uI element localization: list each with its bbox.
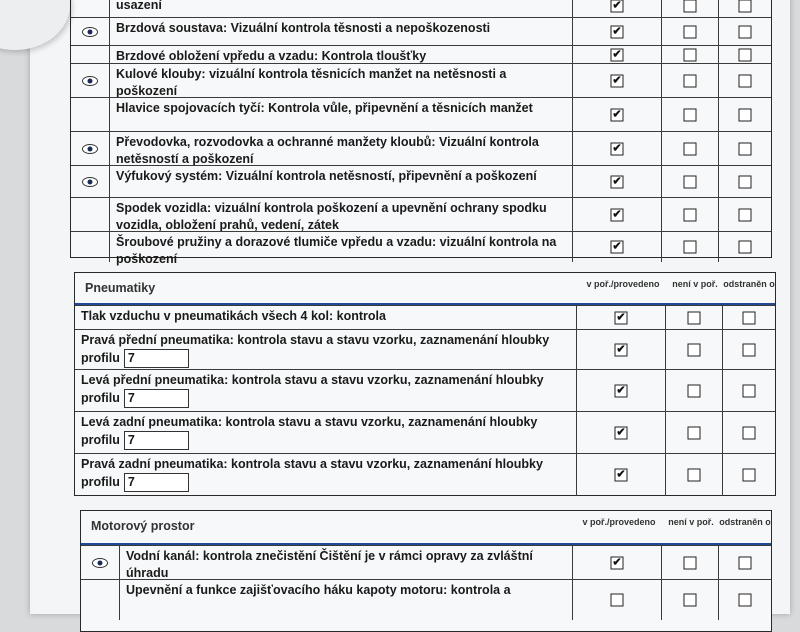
checkbox-ok-cell: [577, 370, 666, 412]
checkbox-fixed[interactable]: [739, 26, 752, 39]
checkbox-not-ok-cell: [662, 546, 719, 580]
checkbox-not-ok[interactable]: [684, 176, 697, 189]
col-fixed-header: odstraněn o: [723, 279, 775, 289]
checkbox-fixed[interactable]: [743, 344, 756, 357]
checkbox-fixed-cell: [719, 166, 771, 198]
inspection-section-brakes: [70, 0, 772, 266]
checkbox-ok[interactable]: ✔: [612, 74, 622, 87]
checkbox-not-ok[interactable]: [684, 0, 697, 13]
eye-icon: [82, 144, 98, 154]
row-description: [75, 330, 577, 370]
engine-header: [81, 511, 771, 545]
eye-icon: [82, 76, 98, 86]
row-label: Šroubové pružiny a dorazové tlumiče vpředu a vzadu: vizuální kontrola na poškození: [116, 235, 557, 266]
checkbox-fixed[interactable]: [739, 209, 752, 222]
checkbox-fixed-cell: [719, 98, 771, 132]
row-label: Kulové klouby: vizuální kontrola těsnicích manžet na netěsnosti a poškození: [116, 67, 507, 98]
checkbox-ok-cell: [573, 166, 662, 198]
checkbox-not-ok[interactable]: [684, 75, 697, 88]
checkbox-ok[interactable]: [611, 594, 624, 607]
eye-icon: [82, 27, 98, 37]
checkbox-ok[interactable]: ✔: [616, 311, 626, 324]
row-label: Pravá přední pneumatika: kontrola stavu a stavu vzorku, zaznamenání hloubky profilu: [81, 333, 550, 365]
checkbox-fixed-cell: [719, 132, 771, 166]
checkbox-ok-cell: [573, 198, 662, 232]
checkbox-ok-cell: [573, 46, 662, 64]
checkbox-not-ok-cell: [662, 166, 719, 198]
tread-depth-field[interactable]: 7: [124, 431, 189, 450]
table-row: [75, 453, 775, 496]
table-row: [71, 197, 771, 232]
checkbox-fixed-cell: [719, 198, 771, 232]
eye-cell: [71, 132, 110, 166]
checkbox-ok[interactable]: ✔: [616, 384, 626, 397]
col-fixed-header: odstraněn o: [719, 517, 771, 527]
row-label: Brzdová soustava: Vizuální kontrola těsnosti a nepoškozenosti: [116, 21, 491, 35]
checkbox-fixed-cell: [719, 46, 771, 64]
checkbox-not-ok-cell: [662, 132, 719, 166]
row-label: Převodovka, rozvodovka a ochranné manžety kloubů: Vizuální kontrola netěsností a poškození: [116, 135, 539, 166]
checkbox-fixed[interactable]: [739, 176, 752, 189]
checkbox-not-ok[interactable]: [684, 594, 697, 607]
eye-cell: [71, 46, 110, 64]
col-not-ok-header: není v poř.: [668, 517, 714, 527]
row-label: Upevnění a funkce zajišťovacího háku kapoty motoru: kontrola a: [126, 583, 511, 597]
checkbox-ok[interactable]: ✔: [612, 240, 622, 253]
row-label: Spodek vozidla: vizuální kontrola poškození a upevnění ochrany spodku vozidla, obložení prahů, vedení, zátek: [116, 201, 547, 232]
checkbox-ok-cell: [573, 132, 662, 166]
row-description: [110, 18, 573, 46]
inspection-section-engine: [80, 510, 772, 632]
checkbox-ok-cell: [573, 98, 662, 132]
table-row: [75, 411, 775, 454]
eye-cell: [71, 166, 110, 198]
table-row: [71, 17, 771, 46]
checkbox-ok-cell: [573, 18, 662, 46]
row-label: Levá zadní pneumatika: kontrola stavu a stavu vzorku, zaznamenání hloubky profilu: [81, 415, 538, 447]
checkbox-not-ok[interactable]: [688, 469, 701, 482]
eye-icon: [82, 177, 98, 187]
checkbox-fixed[interactable]: [743, 469, 756, 482]
table-row: [71, 63, 771, 98]
row-description: [75, 454, 577, 496]
checkbox-ok[interactable]: ✔: [612, 0, 622, 12]
eye-cell: [81, 546, 120, 580]
row-label: usazení: [116, 0, 162, 12]
table-row: [71, 165, 771, 198]
checkbox-fixed[interactable]: [739, 557, 752, 570]
checkbox-ok-cell: [577, 306, 666, 330]
checkbox-ok[interactable]: ✔: [612, 175, 622, 188]
table-row: [75, 369, 775, 412]
row-label: Vodní kanál: kontrola znečistění Čištění je v rámci opravy za zvláštní úhradu: [126, 549, 533, 580]
checkbox-not-ok[interactable]: [684, 26, 697, 39]
eye-cell: [71, 0, 110, 17]
checkbox-fixed[interactable]: [739, 594, 752, 607]
checkbox-fixed[interactable]: [743, 385, 756, 398]
paper-sheet: [30, 0, 790, 614]
row-label: Hlavice spojovacích tyčí: Kontrola vůle, připevnění a těsnicích manžet: [116, 101, 533, 115]
row-description: [110, 232, 573, 266]
checkbox-not-ok[interactable]: [684, 241, 697, 254]
col-ok-header: v poř./provedeno: [582, 517, 656, 527]
checkbox-ok-cell: [577, 454, 666, 496]
checkbox-not-ok-cell: [666, 330, 723, 370]
table-row: [75, 329, 775, 370]
checkbox-ok-cell: [573, 64, 662, 98]
checkbox-not-ok[interactable]: [684, 143, 697, 156]
checkbox-ok-cell: [573, 0, 662, 17]
row-description: [120, 546, 573, 580]
checkbox-ok[interactable]: ✔: [612, 142, 622, 155]
row-label: Výfukový systém: Vizuální kontrola netěsností, připevnění a poškození: [116, 169, 537, 183]
checkbox-not-ok-cell: [662, 198, 719, 232]
checkbox-not-ok-cell: [666, 370, 723, 412]
checkbox-not-ok[interactable]: [684, 557, 697, 570]
checkbox-fixed-cell: [719, 580, 771, 620]
row-label: Tlak vzduchu v pneumatikách všech 4 kol: kontrola: [81, 309, 386, 323]
checkbox-not-ok[interactable]: [688, 344, 701, 357]
checkbox-ok[interactable]: ✔: [616, 468, 626, 481]
eye-cell: [71, 64, 110, 98]
row-label: Brzdové obložení vpředu a vzadu: Kontrola tloušťky: [116, 49, 427, 63]
checkbox-fixed[interactable]: [739, 241, 752, 254]
tread-depth-field[interactable]: 7: [124, 389, 189, 408]
checkbox-not-ok-cell: [662, 232, 719, 262]
checkbox-fixed-cell: [723, 412, 775, 454]
checkbox-not-ok[interactable]: [684, 209, 697, 222]
checkbox-ok-cell: [577, 330, 666, 370]
checkbox-ok[interactable]: ✔: [612, 108, 622, 121]
checkbox-fixed[interactable]: [739, 75, 752, 88]
checkbox-not-ok[interactable]: [688, 312, 701, 325]
checkbox-fixed[interactable]: [739, 49, 752, 62]
checkbox-fixed-cell: [723, 370, 775, 412]
checkbox-fixed-cell: [719, 18, 771, 46]
col-not-ok-header: není v poř.: [672, 279, 718, 289]
row-description: [120, 580, 573, 620]
checkbox-not-ok-cell: [666, 306, 723, 330]
checkbox-fixed[interactable]: [739, 143, 752, 156]
checkbox-ok[interactable]: ✔: [612, 208, 622, 221]
table-row: [71, 45, 771, 64]
tread-depth-field[interactable]: 7: [124, 349, 189, 368]
eye-cell: [81, 580, 120, 620]
inspection-section-tires: [74, 272, 776, 496]
eye-cell: [71, 232, 110, 262]
col-ok-header: v poř./provedeno: [586, 279, 660, 289]
checkbox-ok-cell: [577, 412, 666, 454]
checkbox-not-ok-cell: [662, 0, 719, 17]
eye-cell: [71, 98, 110, 132]
checkbox-not-ok[interactable]: [684, 109, 697, 122]
tread-depth-field[interactable]: 7: [124, 473, 189, 492]
row-description: [75, 412, 577, 454]
checkbox-not-ok[interactable]: [684, 49, 697, 62]
eye-icon: [92, 558, 108, 568]
row-description: [110, 64, 573, 98]
row-label: Pravá zadní pneumatika: kontrola stavu a stavu vzorku, zaznamenání hloubky profilu: [81, 457, 543, 489]
checkbox-ok[interactable]: ✔: [612, 25, 622, 38]
checkbox-not-ok[interactable]: [688, 427, 701, 440]
checkbox-fixed-cell: [719, 0, 771, 17]
table-row: [81, 545, 771, 580]
checkbox-fixed[interactable]: [743, 312, 756, 325]
table-row: [71, 97, 771, 132]
checkbox-not-ok[interactable]: [688, 385, 701, 398]
checkbox-ok-cell: [573, 232, 662, 262]
row-description: [75, 370, 577, 412]
checkbox-not-ok-cell: [662, 580, 719, 620]
tires-title: Pneumatiky: [85, 281, 156, 295]
row-description: [110, 166, 573, 198]
checkbox-ok[interactable]: ✔: [616, 426, 626, 439]
table-row: [71, 231, 771, 266]
eye-cell: [71, 198, 110, 232]
table-row: [71, 0, 771, 17]
checkbox-fixed-cell: [723, 306, 775, 330]
checkbox-fixed-cell: [723, 330, 775, 370]
row-description: [110, 132, 573, 166]
checkbox-ok-cell: [573, 546, 662, 580]
checkbox-fixed-cell: [719, 546, 771, 580]
checkbox-not-ok-cell: [666, 454, 723, 496]
row-description: [110, 46, 573, 64]
checkbox-fixed[interactable]: [743, 427, 756, 440]
row-description: [110, 0, 573, 17]
checkbox-ok-cell: [573, 580, 662, 620]
table-row: [75, 305, 775, 330]
checkbox-fixed[interactable]: [739, 109, 752, 122]
checkbox-not-ok-cell: [662, 98, 719, 132]
row-description: [75, 306, 577, 330]
checkbox-not-ok-cell: [666, 412, 723, 454]
checkbox-ok[interactable]: ✔: [612, 556, 622, 569]
checkbox-ok[interactable]: ✔: [616, 343, 626, 356]
checkbox-fixed-cell: [719, 64, 771, 98]
checkbox-fixed-cell: [723, 454, 775, 496]
checkbox-not-ok-cell: [662, 18, 719, 46]
engine-title: Motorový prostor: [91, 519, 195, 533]
checkbox-not-ok-cell: [662, 64, 719, 98]
checkbox-ok[interactable]: ✔: [612, 48, 622, 61]
tires-header: [75, 273, 775, 305]
checkbox-not-ok-cell: [662, 46, 719, 64]
eye-cell: [71, 18, 110, 46]
table-row: [71, 131, 771, 166]
row-label: Levá přední pneumatika: kontrola stavu a stavu vzorku, zaznamenání hloubky profilu: [81, 373, 544, 405]
checkbox-fixed[interactable]: [739, 0, 752, 13]
row-description: [110, 98, 573, 132]
row-description: [110, 198, 573, 232]
checkbox-fixed-cell: [719, 232, 771, 262]
